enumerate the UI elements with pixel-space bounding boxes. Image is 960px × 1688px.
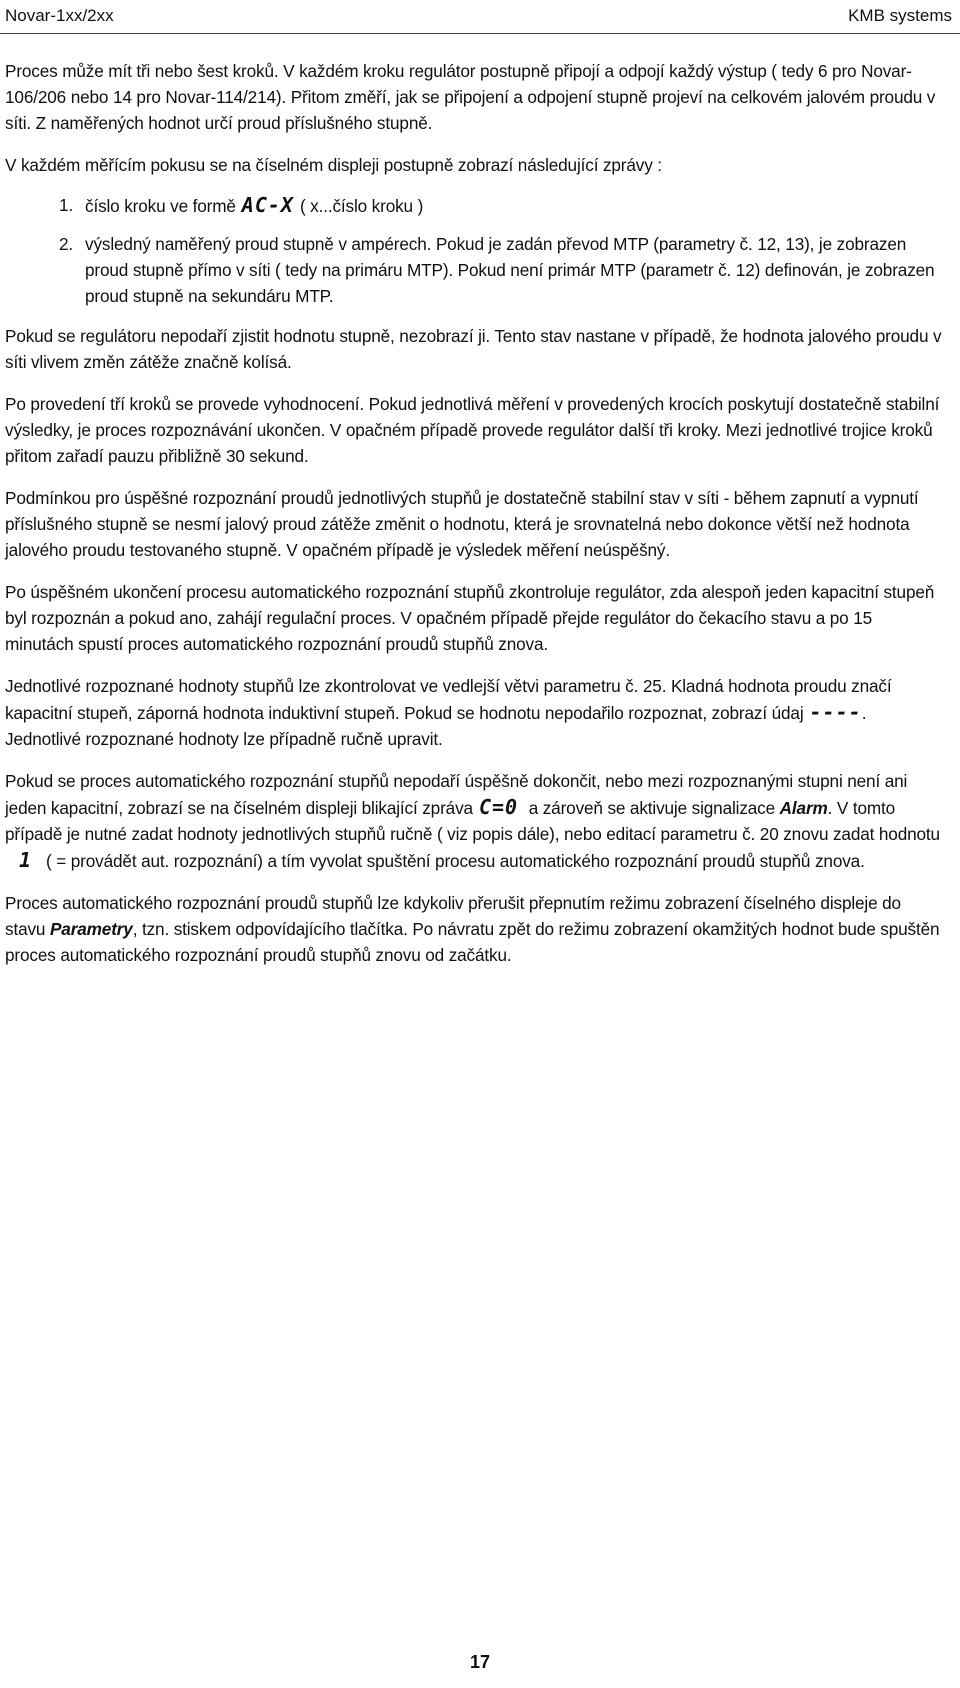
list-text: výsledný naměřený proud stupně v ampérech. Pokud je zadán převod MTP (parametry č. 12, 13), je zobrazen proud stupně přímo v síti ( tedy na primáru MTP). Pokud není primár MTP (parametr č. 12) definován, je zobrazen proud stupně na sekundáru MTP. xyxy=(85,234,935,306)
p9-text-after: , tzn. stiskem odpovídajícího tlačítka. Po návratu zpět do režimu zobrazení okamžitých hodnot bude spuštěn proces automatického rozpoznání proudů stupňů znovu od začátku. xyxy=(5,919,940,965)
list-number: 2. xyxy=(58,234,73,254)
p9-text-before: Proces automatického rozpoznání proudů stupňů lze kdykoliv přerušit přepnutím režimu zobrazení číselného displeje do stavu xyxy=(5,893,901,939)
paragraph-completion: Po úspěšném ukončení procesu automatického rozpoznání stupňů zkontroluje regulátor, zda alespoň jeden kapacitní stupeň byl rozpoznán a pokud ano, zahájí regulační proces. V opačném případě přejde regulátor do čekacího stavu a po 15 minutách spustí proces automatického rozpoznání proudů stupňů znova. xyxy=(5,582,935,654)
paragraph-failure-alarm xyxy=(5,768,943,874)
paragraph-evaluation: Po provedení tří kroků se provede vyhodnocení. Pokud jednotlivá měření v provedených krocích poskytují dostatečně stabilní výsledky, je proces rozpoznávání ukončen. V opačném případě provede regulátor další tři kroky. Mezi jednotlivé trojice kroků přitom zařadí pauzu přibližně 30 sekund. xyxy=(5,394,940,466)
paragraph-check-values xyxy=(5,673,943,752)
p8-part2: a zároveň se aktivuje signalizace xyxy=(528,798,776,818)
paragraph-steps-intro: Proces může mít tři nebo šest kroků. V každém kroku regulátor postupně připojí a odpojí každý výstup ( tedy 6 pro Novar-106/206 nebo 14 pro Novar-114/214). Přitom změří, jak se připojení a odpojení stupně projeví na celkovém jalovém proudu v síti. Z naměřených hodnot určí proud příslušného stupně. xyxy=(5,61,936,133)
header-right-company: KMB systems xyxy=(848,6,952,25)
paragraph-fluctuation: Pokud se regulátoru nepodaří zjistit hodnotu stupně, nezobrazí ji. Tento stav nastane v případě, že hodnota jalového proudu v síti vlivem změn zátěže značně kolísá. xyxy=(5,326,942,372)
list-text-after: ( x...číslo kroku ) xyxy=(299,196,424,216)
header-left-title: Novar-1xx/2xx xyxy=(5,6,114,25)
p8-part3: . V tomto případě je nutné zadat hodnoty jednotlivých stupňů ručně ( viz popis dále), nebo editací parametru č. 20 znovu zadat hodnotu xyxy=(5,798,940,844)
p8-part1: Pokud se proces automatického rozpoznání stupňů nepodaří úspěšně dokončit, nebo mezi rozpoznanými stupni není ani jeden kapacitní, zobrazí se na číselném displeji blikající zpráva xyxy=(5,771,908,818)
list-number: 1. xyxy=(58,195,73,215)
list-item-step-number xyxy=(5,192,943,219)
display-code-c-equals-0: C=0 xyxy=(478,795,519,819)
page-header xyxy=(5,4,952,28)
list-item-measured-current xyxy=(5,231,943,309)
header-divider xyxy=(0,33,960,34)
display-code-one: 1 xyxy=(19,848,33,872)
document-body xyxy=(5,58,943,984)
p8-part4: ( = provádět aut. rozpoznání) a tím vyvolat spuštění procesu automatického rozpoznání proudů stupňů znova. xyxy=(46,851,865,871)
list-text-before: číslo kroku ve formě xyxy=(85,196,236,216)
parametry-term: Parametry xyxy=(49,919,133,939)
paragraph-interrupt xyxy=(5,890,943,968)
display-code-ac-x: AC-X xyxy=(241,193,294,217)
p7-text-after: . Jednotlivé rozpoznané hodnoty lze případně ručně upravit. xyxy=(5,703,867,749)
display-code-dashes: ---- xyxy=(809,700,862,724)
paragraph-stability-condition: Podmínkou pro úspěšné rozpoznání proudů jednotlivých stupňů je dostatečně stabilní stav v síti - během zapnutí a vypnutí příslušného stupně se nesmí jalový proud zátěže změnit o hodnotu, která je srovnatelná nebo dokonce větší než hodnota jalového proudu testovaného stupně. V opačném případě je výsledek měření neúspěšný. xyxy=(5,488,919,560)
page-number: 17 xyxy=(469,1652,491,1672)
alarm-term: Alarm xyxy=(779,798,828,818)
paragraph-display-messages: V každém měřícím pokusu se na číselném displeji postupně zobrazí následující zprávy : xyxy=(5,155,662,175)
list-text xyxy=(85,192,943,219)
p7-text-before: Jednotlivé rozpoznané hodnoty stupňů lze zkontrolovat ve vedlejší větvi parametru č. 25. Kladná hodnota proudu značí kapacitní stupeň, záporná hodnota induktivní stupeň. Pokud se hodnotu nepodařilo rozpoznat, zobrazí údaj xyxy=(5,676,892,723)
